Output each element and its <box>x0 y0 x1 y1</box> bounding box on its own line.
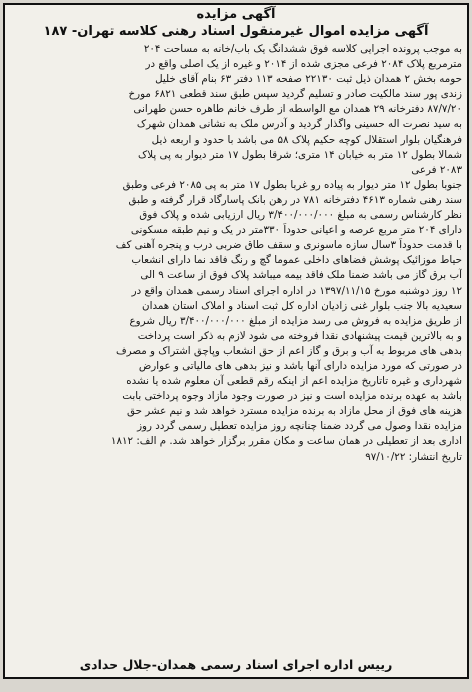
body-line: نظر کارشناس رسمی به مبلغ ۳/۴۰۰/۰۰۰/۰۰۰ ریال ارزیابی شده و پلاک فوق <box>139 209 462 222</box>
ad-header <box>5 5 467 40</box>
body-line: جنوبا بطول ۱۲ متر دیوار به پیاده رو غربا بطول ۱۷ متر به پی ۲۰۸۵ فرعی وطبق <box>122 178 462 191</box>
ad-label: آگهی مزایده <box>196 7 276 22</box>
body-line: به سید نصرت اله حسینی واگذار گردید و آدرس ملک به نشانی همدان شهرک <box>136 118 462 131</box>
body-line: دارای ۲۰۴ متر مربع عرصه و اعیانی حدوداً ۳۳۰متر در یک و نیم طبقه مسکونی <box>130 224 462 237</box>
body-line: آب برق گاز می باشد ضمنا ملک فاقد بیمه میباشد پلاک فوق از ساعت ۹ الی <box>140 269 462 282</box>
ad-title: آگهی مزایده اموال غیرمنقول اسناد رهنی کلاسه تهران- ۱۸۷ <box>43 24 429 39</box>
body-line: به موجب پرونده اجرایی کلاسه فوق ششدانگ یک باب/خانه به مساحت ۲۰۴ <box>143 43 462 55</box>
body-line: و به بالاترین قیمت پیشنهادی نقدا فروخته می شود لازم به ذکر است پرداخت <box>137 329 462 342</box>
body-line: مترمربع پلاک ۲۰۸۴ فرعی مجزی شده از ۲۰۱۴ و غیره از یک اصلی واقع در <box>145 58 462 71</box>
ad-body <box>5 40 467 465</box>
body-line: هزینه های فوق از محل مازاد به برنده مزایده مسترد خواهد شد و نیم عشر حق <box>127 405 462 418</box>
body-line: ۸۷/۷/۲۰ دفترخانه ۲۹ همدان مع الواسطه از طرف خانم طاهره حسن طهرانی <box>133 103 462 116</box>
body-line: زندی پور سند مالکیت صادر و تسلیم گردید سپس طبق سند قطعی ۶۸۲۱ مورخ <box>128 88 462 101</box>
ad-clipping <box>3 3 469 679</box>
body-line: بدهی های مربوط به آب و برق و گاز اعم از حق انشعاب وپاچق اشتراک و مصرف <box>115 344 462 357</box>
body-line: شمالا بطول ۱۲ متر به خیابان ۱۴ متری؛ شرقا بطول ۱۷ متر دیوار به پی پلاک <box>138 148 462 161</box>
body-line: فرهنگیان بلوار استقلال کوچه حکیم پلاک ۵۸ می باشد با حدود و اربعه ذیل <box>151 133 462 146</box>
body-line: حیاط موزائیک پوشش فضاهای داخلی عموما گچ و رنگ فاقد نما دارای انشعاب <box>131 254 462 267</box>
body-line: شهرداری و غیره تاتاریخ مزایده اعم از اینکه رقم قطعی آن معلوم شده یا نشده <box>126 375 462 388</box>
body-line: تاریخ انتشار: ۹۷/۱۰/۲۲ <box>365 450 462 463</box>
body-line: سند رهنی شماره ۴۶۱۳ دفترخانه ۷۸۱ در رهن بانک پاسارگاد قرار گرفته و طبق <box>128 193 462 206</box>
body-line: حومه بخش ۲ همدان ذیل ثبت ۲۲۱۳۰ صفحه ۱۱۳ دفتر ۶۳ بنام آقای خلیل <box>155 73 462 86</box>
body-line: باشد به عهده برنده مزایده است و نیز در صورت وجود مازاد وجوه پرداختی بابت <box>122 390 462 403</box>
body-line: در صورتی که مورد مزایده دارای آنها باشد و نیز بدهی های مالیاتی و عوارض <box>138 359 462 372</box>
signature: رییس اداره اجرای اسناد رسمی همدان-جلال حدادی <box>79 657 393 672</box>
body-line: ۲۰۸۳ فرعی <box>411 163 462 176</box>
body-line: سعیدیه بالا جنب بلوار غنی زادیان اداره کل ثبت اسناد و املاک استان همدان <box>142 299 462 312</box>
body-line: از طریق مزایده به فروش می رسد مزایده از مبلغ ۳/۴۰۰/۰۰۰/۰۰۰ ریال شروع <box>129 314 462 327</box>
body-line: مزایده نقدا وصول می گردد ضمنا چنانچه روز مزایده تعطیل رسمی گردد روز <box>137 420 462 433</box>
body-line: با قدمت حدوداً ۳سال سازه ماسونری و سقف طاق ضربی درب و پنجره آهنی کف <box>115 239 462 252</box>
body-line: ۱۲ روز دوشنبه مورخ ۱۳۹۷/۱۱/۱۵ در اداره اجرای اسناد رسمی همدان واقع در <box>131 284 462 297</box>
body-line: اداری بعد از تعطیلی در همان ساعت و مکان مقرر برگزار خواهد شد. م الف: ۱۸۱۲ <box>110 435 462 448</box>
